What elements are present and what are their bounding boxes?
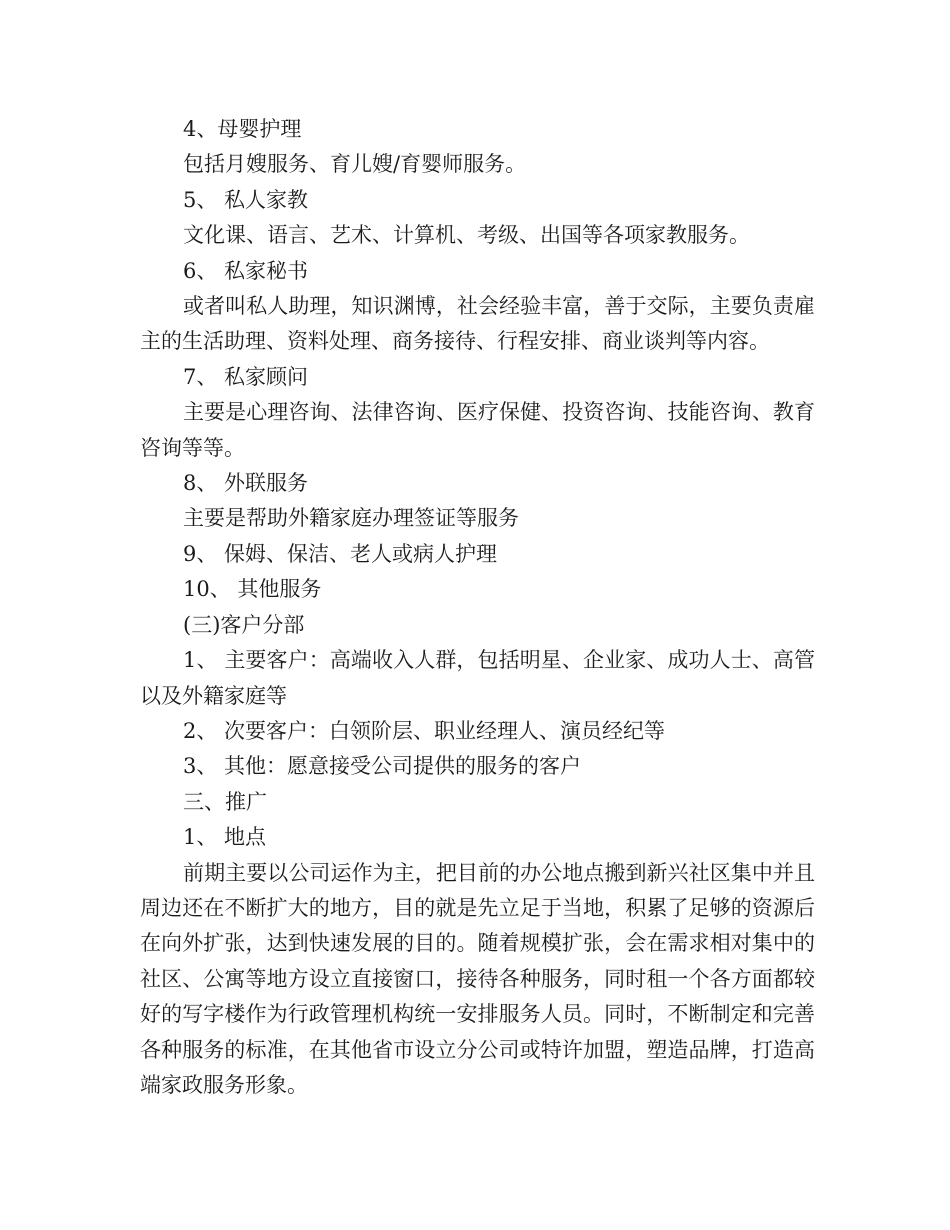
heading-private-tutor: 5、 私人家教 — [183, 187, 309, 212]
heading-maternal-care: 4、母婴护理 — [183, 117, 302, 141]
heading-other-services: 10、 其他服务 — [183, 577, 322, 602]
heading-nanny-cleaning: 9、 保姆、保洁、老人或病人护理 — [183, 541, 498, 566]
paragraph-location: 前期主要以公司运作为主，把目前的办公地点搬到新兴社区集中并且周边还在不断扩大的地方，目的就是先立足于当地，积累了足够的资源后在向外扩张，达到快速发展的目的。随着规模扩张，会在需求相对集中的社区、公寓等地方设立直接窗口，接待各种服务，同时租一个各方面都较好的写字楼作为行政管理机构统一安排服务人员。同时，不断制定和完善各种服务的标准，在其他省市设立分公司或特许加盟，塑造品牌，打造高端家政服务形象。 — [140, 860, 815, 1097]
paragraph-secondary-customers: 2、 次要客户：白领阶层、职业经理人、演员经纪等 — [183, 718, 666, 743]
paragraph-private-consultant: 主要是心理咨询、法律咨询、医疗保健、投资咨询、技能咨询、教育咨询等等。 — [140, 400, 815, 460]
heading-private-consultant: 7、 私家顾问 — [183, 364, 309, 389]
paragraph-maternal-care: 包括月嫂服务、育儿嫂/育婴师服务。 — [183, 152, 527, 177]
document-body — [140, 112, 815, 1103]
heading-liaison-service: 8、 外联服务 — [183, 471, 309, 496]
paragraph-private-secretary: 或者叫私人助理，知识渊博，社会经验丰富，善于交际，主要负责雇主的生活助理、资料处理、商务接待、行程安排、商业谈判等内容。 — [140, 294, 815, 354]
heading-private-secretary: 6、 私家秘书 — [183, 258, 309, 283]
heading-customer-segments: (三)客户分部 — [183, 612, 305, 637]
paragraph-private-tutor: 文化课、语言、艺术、计算机、考级、出国等各项家教服务。 — [183, 223, 750, 248]
heading-location: 1、 地点 — [183, 825, 267, 850]
paragraph-other-customers: 3、 其他：愿意接受公司提供的服务的客户 — [183, 754, 582, 779]
paragraph-primary-customers: 1、 主要客户：高端收入人群，包括明星、企业家、成功人士、高管以及外籍家庭等 — [140, 648, 815, 708]
heading-promotion: 三、推广 — [183, 789, 267, 814]
paragraph-liaison-service: 主要是帮助外籍家庭办理签证等服务 — [183, 506, 519, 531]
